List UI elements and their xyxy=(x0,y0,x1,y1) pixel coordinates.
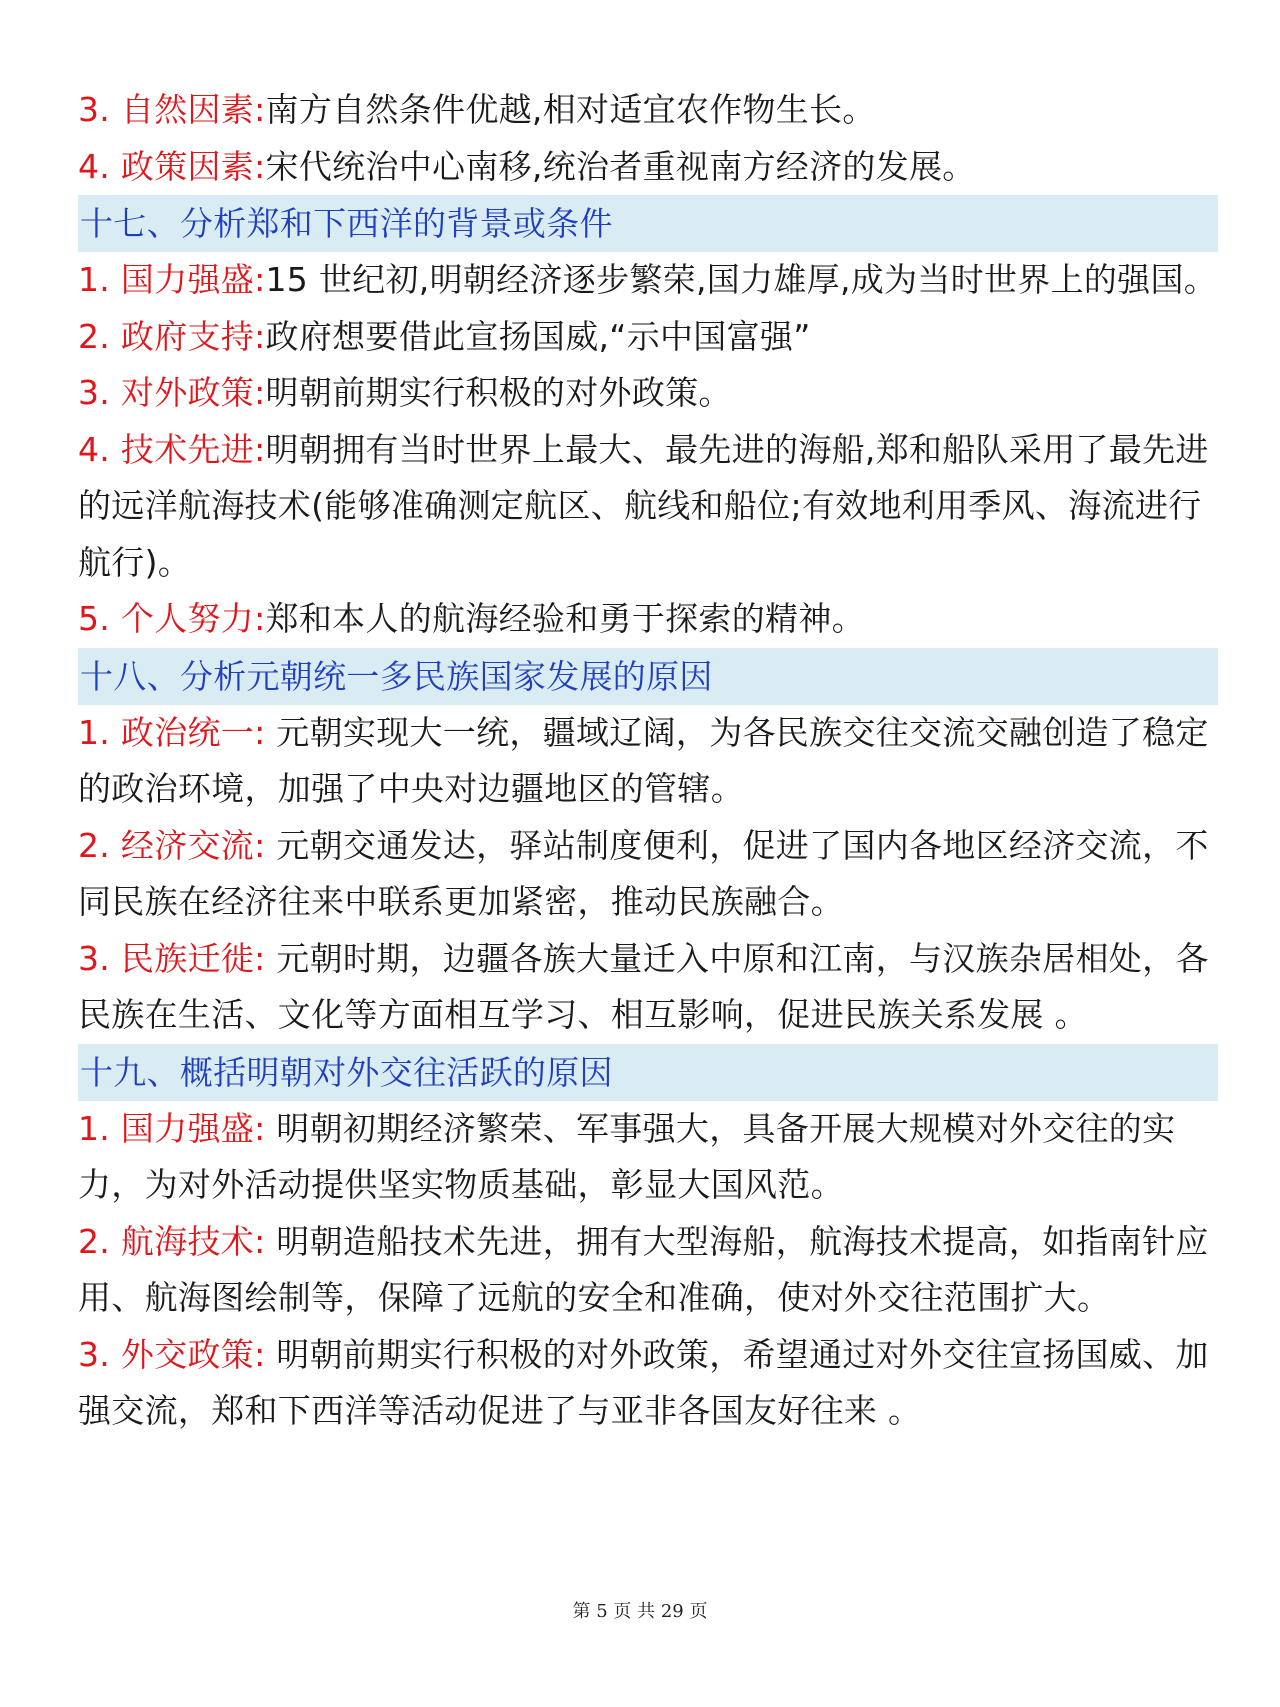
item-number: 3. xyxy=(78,1334,121,1374)
list-item xyxy=(78,422,1218,592)
item-label: 政治统一: xyxy=(120,712,266,752)
item-label: 个人努力: xyxy=(120,599,266,638)
item-label: 民族迁徙: xyxy=(120,938,266,978)
item-label: 航海技术: xyxy=(120,1221,266,1261)
item-number: 1. xyxy=(78,712,121,752)
item-text: 明朝前期实行积极的对外政策，希望通过对外交往宣扬国威、加强交流，郑和下西洋等活动促进了与亚非各国友好往来 。 xyxy=(78,1334,1209,1430)
list-item xyxy=(78,252,1218,309)
item-text: 郑和本人的航海经验和勇于探索的精神。 xyxy=(265,599,865,638)
section-heading-18: 十八、分析元朝统一多民族国家发展的原因 xyxy=(78,648,1218,705)
section-heading-19: 十九、概括明朝对外交往活跃的原因 xyxy=(78,1044,1218,1101)
item-text: 元朝实现大一统，疆域辽阔，为各民族交往交流交融创造了稳定的政治环境，加强了中央对边疆地区的管辖。 xyxy=(78,712,1209,808)
item-label: 国力强盛: xyxy=(120,1108,266,1148)
item-text: 明朝造船技术先进，拥有大型海船，航海技术提高，如指南针应用、航海图绘制等，保障了远航的安全和准确，使对外交往范围扩大。 xyxy=(78,1221,1209,1317)
item-text: 明朝初期经济繁荣、军事强大，具备开展大规模对外交往的实力，为对外活动提供坚实物质基础，彰显大国风范。 xyxy=(78,1108,1176,1204)
item-number: 1. xyxy=(78,260,121,299)
list-item xyxy=(78,1101,1218,1214)
item-label: 对外政策: xyxy=(120,373,266,412)
item-number: 5. xyxy=(78,599,121,638)
item-text: 15 世纪初,明朝经济逐步繁荣,国力雄厚,成为当时世界上的强国。 xyxy=(265,260,1218,299)
item-label: 外交政策: xyxy=(120,1334,266,1374)
item-label: 自然因素: xyxy=(120,90,266,129)
section-heading-17: 十七、分析郑和下西洋的背景或条件 xyxy=(78,195,1218,252)
item-label: 政府支持: xyxy=(120,316,266,356)
item-number: 3. xyxy=(78,938,121,978)
list-item xyxy=(78,705,1218,818)
document-body xyxy=(78,82,1218,1440)
list-item xyxy=(78,931,1218,1044)
item-number: 3. xyxy=(78,373,121,412)
list-item xyxy=(78,818,1218,931)
item-label: 政策因素: xyxy=(120,146,266,186)
item-text: 元朝时期，边疆各族大量迁入中原和江南，与汉族杂居相处，各民族在生活、文化等方面相互学习、相互影响，促进民族关系发展 。 xyxy=(78,938,1209,1034)
list-item xyxy=(78,1327,1218,1440)
item-label: 技术先进: xyxy=(120,429,266,469)
item-text: 政府想要借此宣扬国威,“示中国富强” xyxy=(265,316,811,356)
item-number: 1. xyxy=(78,1108,121,1148)
item-label: 国力强盛: xyxy=(120,260,266,299)
list-item xyxy=(78,1214,1218,1327)
item-number: 4. xyxy=(78,429,121,469)
item-text: 明朝拥有当时世界上最大、最先进的海船,郑和船队采用了最先进的远洋航海技术(能够准确测定航区、航线和船位;有效地利用季风、海流进行航行)。 xyxy=(78,429,1209,582)
list-item xyxy=(78,309,1218,366)
item-label: 经济交流: xyxy=(120,825,266,865)
item-text: 元朝交通发达，驿站制度便利，促进了国内各地区经济交流，不同民族在经济往来中联系更加紧密，推动民族融合。 xyxy=(78,825,1209,921)
item-number: 3. xyxy=(78,90,121,129)
list-item xyxy=(78,591,1218,648)
list-item xyxy=(78,139,1218,196)
item-number: 2. xyxy=(78,1221,121,1261)
list-item xyxy=(78,365,1218,422)
item-text: 明朝前期实行积极的对外政策。 xyxy=(265,373,732,412)
item-number: 2. xyxy=(78,825,121,865)
list-item xyxy=(78,82,1218,139)
item-text: 南方自然条件优越,相对适宜农作物生长。 xyxy=(265,90,876,129)
item-number: 4. xyxy=(78,146,121,186)
item-text: 宋代统治中心南移,统治者重视南方经济的发展。 xyxy=(265,146,976,186)
item-number: 2. xyxy=(78,316,121,356)
page-number: 第 5 页 共 29 页 xyxy=(572,1601,708,1622)
